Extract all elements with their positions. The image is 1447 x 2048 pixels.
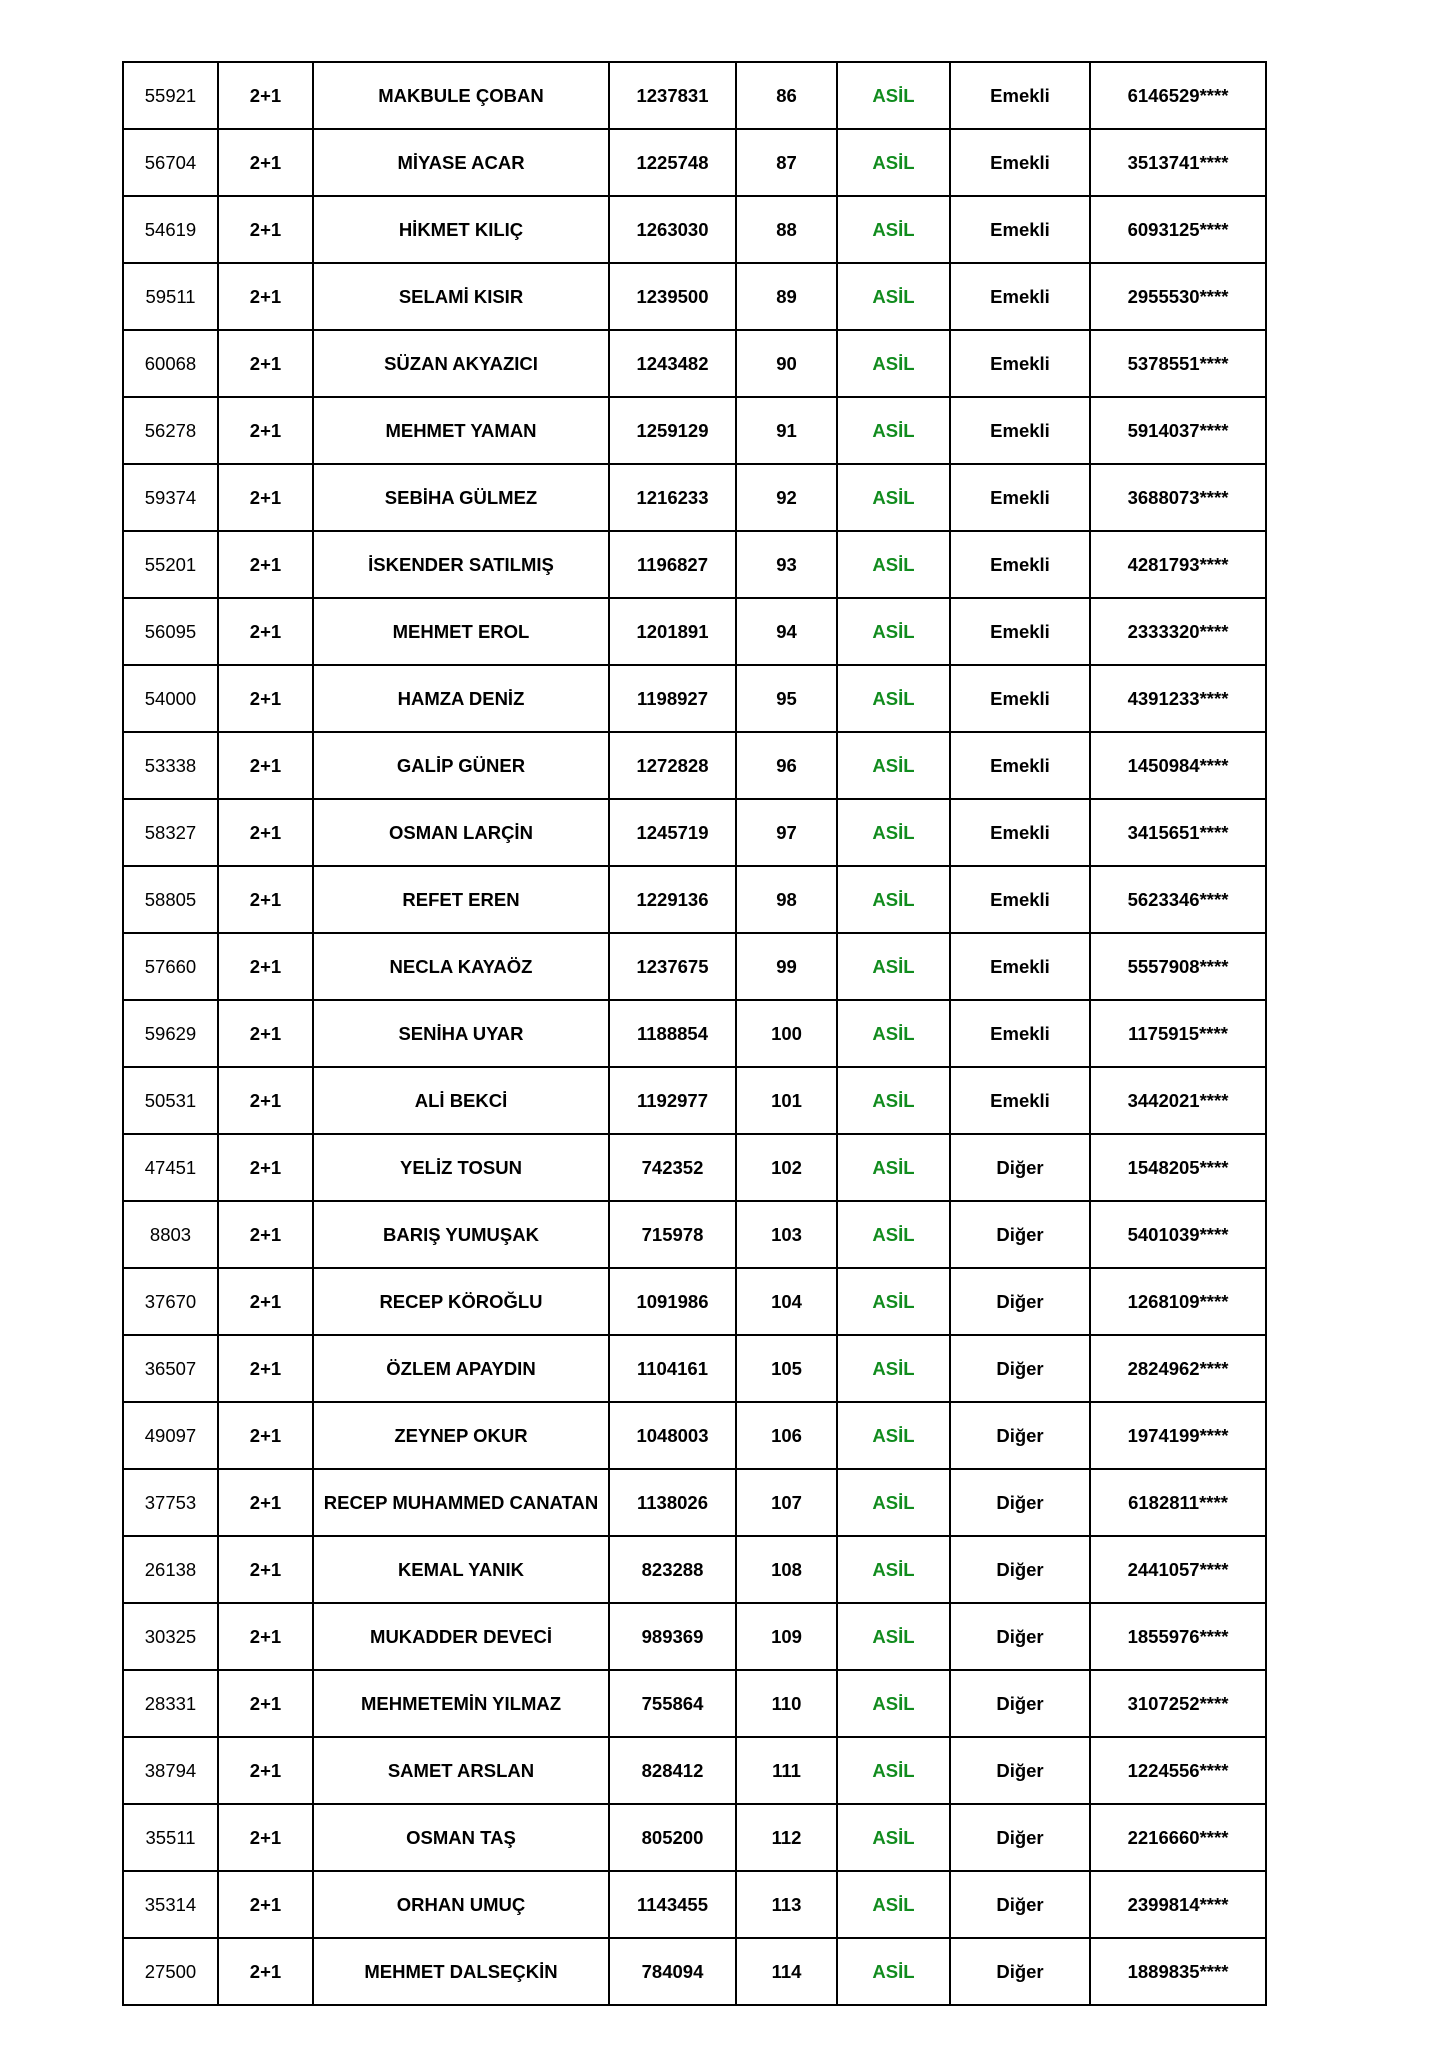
masked-id-cell: 6093125****: [1090, 196, 1266, 263]
group-cell: Emekli: [950, 196, 1090, 263]
flat-type-cell: 2+1: [218, 665, 313, 732]
table-row: [123, 866, 1266, 933]
flat-type-cell: 2+1: [218, 196, 313, 263]
rank-number-cell: 114: [736, 1938, 837, 2005]
reference-number-cell: 1138026: [609, 1469, 736, 1536]
table-row: [123, 598, 1266, 665]
rank-number-cell: 99: [736, 933, 837, 1000]
masked-id-cell: 3442021****: [1090, 1067, 1266, 1134]
group-cell: Diğer: [950, 1201, 1090, 1268]
full-name-cell: SEBİHA GÜLMEZ: [313, 464, 609, 531]
rank-number-cell: 97: [736, 799, 837, 866]
full-name-cell: OSMAN TAŞ: [313, 1804, 609, 1871]
status-cell: ASİL: [837, 732, 950, 799]
flat-type-cell: 2+1: [218, 732, 313, 799]
status-cell: ASİL: [837, 1402, 950, 1469]
rank-number-cell: 92: [736, 464, 837, 531]
table-row: [123, 1402, 1266, 1469]
flat-type-cell: 2+1: [218, 464, 313, 531]
flat-type-cell: 2+1: [218, 1268, 313, 1335]
flat-type-cell: 2+1: [218, 1737, 313, 1804]
status-cell: ASİL: [837, 1737, 950, 1804]
reference-number-cell: 784094: [609, 1938, 736, 2005]
table-row: [123, 196, 1266, 263]
masked-id-cell: 1450984****: [1090, 732, 1266, 799]
application-number-cell: 30325: [123, 1603, 218, 1670]
application-number-cell: 56095: [123, 598, 218, 665]
full-name-cell: OSMAN LARÇİN: [313, 799, 609, 866]
reference-number-cell: 715978: [609, 1201, 736, 1268]
rank-number-cell: 87: [736, 129, 837, 196]
flat-type-cell: 2+1: [218, 62, 313, 129]
masked-id-cell: 6182811****: [1090, 1469, 1266, 1536]
reference-number-cell: 1237831: [609, 62, 736, 129]
group-cell: Emekli: [950, 62, 1090, 129]
table-row: [123, 1134, 1266, 1201]
table-row: [123, 330, 1266, 397]
reference-number-cell: 1229136: [609, 866, 736, 933]
status-cell: ASİL: [837, 799, 950, 866]
full-name-cell: YELİZ TOSUN: [313, 1134, 609, 1201]
rank-number-cell: 103: [736, 1201, 837, 1268]
reference-number-cell: 1188854: [609, 1000, 736, 1067]
reference-number-cell: 1104161: [609, 1335, 736, 1402]
full-name-cell: MUKADDER DEVECİ: [313, 1603, 609, 1670]
group-cell: Diğer: [950, 1938, 1090, 2005]
full-name-cell: MEHMET EROL: [313, 598, 609, 665]
rank-number-cell: 88: [736, 196, 837, 263]
application-number-cell: 55921: [123, 62, 218, 129]
full-name-cell: İSKENDER SATILMIŞ: [313, 531, 609, 598]
group-cell: Emekli: [950, 732, 1090, 799]
flat-type-cell: 2+1: [218, 1871, 313, 1938]
flat-type-cell: 2+1: [218, 1469, 313, 1536]
reference-number-cell: 1143455: [609, 1871, 736, 1938]
table-row: [123, 1000, 1266, 1067]
flat-type-cell: 2+1: [218, 1804, 313, 1871]
status-cell: ASİL: [837, 196, 950, 263]
flat-type-cell: 2+1: [218, 1938, 313, 2005]
reference-number-cell: 989369: [609, 1603, 736, 1670]
application-number-cell: 26138: [123, 1536, 218, 1603]
table-row: [123, 1938, 1266, 2005]
table-row: [123, 397, 1266, 464]
reference-number-cell: 755864: [609, 1670, 736, 1737]
flat-type-cell: 2+1: [218, 1000, 313, 1067]
application-number-cell: 35314: [123, 1871, 218, 1938]
rank-number-cell: 104: [736, 1268, 837, 1335]
application-number-cell: 58327: [123, 799, 218, 866]
rank-number-cell: 90: [736, 330, 837, 397]
table-row: [123, 263, 1266, 330]
group-cell: Emekli: [950, 866, 1090, 933]
full-name-cell: MAKBULE ÇOBAN: [313, 62, 609, 129]
application-number-cell: 56278: [123, 397, 218, 464]
full-name-cell: ÖZLEM APAYDIN: [313, 1335, 609, 1402]
table-row: [123, 1737, 1266, 1804]
application-number-cell: 55201: [123, 531, 218, 598]
group-cell: Diğer: [950, 1469, 1090, 1536]
full-name-cell: MEHMET YAMAN: [313, 397, 609, 464]
status-cell: ASİL: [837, 1268, 950, 1335]
masked-id-cell: 6146529****: [1090, 62, 1266, 129]
full-name-cell: HİKMET KILIÇ: [313, 196, 609, 263]
application-number-cell: 35511: [123, 1804, 218, 1871]
status-cell: ASİL: [837, 1201, 950, 1268]
application-number-cell: 59511: [123, 263, 218, 330]
status-cell: ASİL: [837, 1804, 950, 1871]
full-name-cell: ZEYNEP OKUR: [313, 1402, 609, 1469]
group-cell: Emekli: [950, 397, 1090, 464]
table-row: [123, 129, 1266, 196]
group-cell: Diğer: [950, 1536, 1090, 1603]
table-row: [123, 1201, 1266, 1268]
group-cell: Emekli: [950, 799, 1090, 866]
status-cell: ASİL: [837, 1536, 950, 1603]
flat-type-cell: 2+1: [218, 129, 313, 196]
masked-id-cell: 1224556****: [1090, 1737, 1266, 1804]
full-name-cell: MEHMET DALSEÇKİN: [313, 1938, 609, 2005]
table-row: [123, 732, 1266, 799]
group-cell: Emekli: [950, 129, 1090, 196]
status-cell: ASİL: [837, 62, 950, 129]
masked-id-cell: 2399814****: [1090, 1871, 1266, 1938]
masked-id-cell: 3688073****: [1090, 464, 1266, 531]
application-number-cell: 54000: [123, 665, 218, 732]
reference-number-cell: 828412: [609, 1737, 736, 1804]
full-name-cell: HAMZA DENİZ: [313, 665, 609, 732]
reference-number-cell: 742352: [609, 1134, 736, 1201]
full-name-cell: SAMET ARSLAN: [313, 1737, 609, 1804]
rank-number-cell: 98: [736, 866, 837, 933]
full-name-cell: ALİ BEKCİ: [313, 1067, 609, 1134]
status-cell: ASİL: [837, 598, 950, 665]
table-row: [123, 1804, 1266, 1871]
group-cell: Diğer: [950, 1402, 1090, 1469]
status-cell: ASİL: [837, 263, 950, 330]
table-row: [123, 1670, 1266, 1737]
rank-number-cell: 106: [736, 1402, 837, 1469]
table-row: [123, 62, 1266, 129]
flat-type-cell: 2+1: [218, 1603, 313, 1670]
application-number-cell: 59629: [123, 1000, 218, 1067]
status-cell: ASİL: [837, 866, 950, 933]
application-number-cell: 36507: [123, 1335, 218, 1402]
reference-number-cell: 1192977: [609, 1067, 736, 1134]
application-number-cell: 54619: [123, 196, 218, 263]
group-cell: Diğer: [950, 1670, 1090, 1737]
table-row: [123, 1067, 1266, 1134]
reference-number-cell: 1225748: [609, 129, 736, 196]
application-number-cell: 27500: [123, 1938, 218, 2005]
group-cell: Emekli: [950, 531, 1090, 598]
table-row: [123, 1469, 1266, 1536]
full-name-cell: BARIŞ YUMUŞAK: [313, 1201, 609, 1268]
flat-type-cell: 2+1: [218, 1201, 313, 1268]
masked-id-cell: 3513741****: [1090, 129, 1266, 196]
status-cell: ASİL: [837, 464, 950, 531]
masked-id-cell: 5914037****: [1090, 397, 1266, 464]
rank-number-cell: 105: [736, 1335, 837, 1402]
rank-number-cell: 108: [736, 1536, 837, 1603]
masked-id-cell: 2955530****: [1090, 263, 1266, 330]
masked-id-cell: 5557908****: [1090, 933, 1266, 1000]
full-name-cell: GALİP GÜNER: [313, 732, 609, 799]
group-cell: Emekli: [950, 464, 1090, 531]
group-cell: Emekli: [950, 263, 1090, 330]
reference-number-cell: 805200: [609, 1804, 736, 1871]
full-name-cell: SENİHA UYAR: [313, 1000, 609, 1067]
application-number-cell: 60068: [123, 330, 218, 397]
group-cell: Emekli: [950, 598, 1090, 665]
status-cell: ASİL: [837, 1000, 950, 1067]
flat-type-cell: 2+1: [218, 1536, 313, 1603]
full-name-cell: SÜZAN AKYAZICI: [313, 330, 609, 397]
rank-number-cell: 102: [736, 1134, 837, 1201]
full-name-cell: RECEP KÖROĞLU: [313, 1268, 609, 1335]
group-cell: Emekli: [950, 665, 1090, 732]
full-name-cell: MEHMETEMİN YILMAZ: [313, 1670, 609, 1737]
status-cell: ASİL: [837, 933, 950, 1000]
masked-id-cell: 5401039****: [1090, 1201, 1266, 1268]
full-name-cell: KEMAL YANIK: [313, 1536, 609, 1603]
status-cell: ASİL: [837, 1469, 950, 1536]
application-number-cell: 56704: [123, 129, 218, 196]
status-cell: ASİL: [837, 1670, 950, 1737]
reference-number-cell: 1237675: [609, 933, 736, 1000]
application-number-cell: 37753: [123, 1469, 218, 1536]
rank-number-cell: 111: [736, 1737, 837, 1804]
results-table: [122, 61, 1267, 2006]
application-number-cell: 8803: [123, 1201, 218, 1268]
masked-id-cell: 4281793****: [1090, 531, 1266, 598]
status-cell: ASİL: [837, 397, 950, 464]
table-row: [123, 531, 1266, 598]
table-row: [123, 665, 1266, 732]
table-row: [123, 1603, 1266, 1670]
group-cell: Diğer: [950, 1737, 1090, 1804]
flat-type-cell: 2+1: [218, 933, 313, 1000]
full-name-cell: REFET EREN: [313, 866, 609, 933]
masked-id-cell: 1974199****: [1090, 1402, 1266, 1469]
group-cell: Diğer: [950, 1134, 1090, 1201]
flat-type-cell: 2+1: [218, 1335, 313, 1402]
rank-number-cell: 93: [736, 531, 837, 598]
reference-number-cell: 1239500: [609, 263, 736, 330]
rank-number-cell: 110: [736, 1670, 837, 1737]
reference-number-cell: 1272828: [609, 732, 736, 799]
group-cell: Diğer: [950, 1804, 1090, 1871]
status-cell: ASİL: [837, 1134, 950, 1201]
flat-type-cell: 2+1: [218, 1067, 313, 1134]
status-cell: ASİL: [837, 1335, 950, 1402]
status-cell: ASİL: [837, 531, 950, 598]
masked-id-cell: 2824962****: [1090, 1335, 1266, 1402]
rank-number-cell: 96: [736, 732, 837, 799]
rank-number-cell: 113: [736, 1871, 837, 1938]
reference-number-cell: 1091986: [609, 1268, 736, 1335]
reference-number-cell: 1198927: [609, 665, 736, 732]
status-cell: ASİL: [837, 1871, 950, 1938]
masked-id-cell: 4391233****: [1090, 665, 1266, 732]
group-cell: Diğer: [950, 1335, 1090, 1402]
flat-type-cell: 2+1: [218, 1402, 313, 1469]
full-name-cell: MİYASE ACAR: [313, 129, 609, 196]
application-number-cell: 58805: [123, 866, 218, 933]
masked-id-cell: 1855976****: [1090, 1603, 1266, 1670]
rank-number-cell: 100: [736, 1000, 837, 1067]
masked-id-cell: 1175915****: [1090, 1000, 1266, 1067]
rank-number-cell: 95: [736, 665, 837, 732]
table-row: [123, 799, 1266, 866]
table-row: [123, 1536, 1266, 1603]
rank-number-cell: 89: [736, 263, 837, 330]
application-number-cell: 37670: [123, 1268, 218, 1335]
masked-id-cell: 1889835****: [1090, 1938, 1266, 2005]
status-cell: ASİL: [837, 665, 950, 732]
application-number-cell: 38794: [123, 1737, 218, 1804]
reference-number-cell: 1216233: [609, 464, 736, 531]
group-cell: Emekli: [950, 933, 1090, 1000]
rank-number-cell: 86: [736, 62, 837, 129]
table-row: [123, 1268, 1266, 1335]
application-number-cell: 49097: [123, 1402, 218, 1469]
group-cell: Emekli: [950, 1000, 1090, 1067]
masked-id-cell: 2441057****: [1090, 1536, 1266, 1603]
masked-id-cell: 1548205****: [1090, 1134, 1266, 1201]
status-cell: ASİL: [837, 1938, 950, 2005]
table-row: [123, 1335, 1266, 1402]
group-cell: Diğer: [950, 1268, 1090, 1335]
application-number-cell: 47451: [123, 1134, 218, 1201]
full-name-cell: ORHAN UMUÇ: [313, 1871, 609, 1938]
application-number-cell: 28331: [123, 1670, 218, 1737]
application-number-cell: 50531: [123, 1067, 218, 1134]
status-cell: ASİL: [837, 330, 950, 397]
group-cell: Diğer: [950, 1603, 1090, 1670]
rank-number-cell: 94: [736, 598, 837, 665]
table-row: [123, 1871, 1266, 1938]
status-cell: ASİL: [837, 1067, 950, 1134]
table-body: [123, 62, 1266, 2005]
masked-id-cell: 3415651****: [1090, 799, 1266, 866]
rank-number-cell: 112: [736, 1804, 837, 1871]
masked-id-cell: 5378551****: [1090, 330, 1266, 397]
table-row: [123, 464, 1266, 531]
full-name-cell: RECEP MUHAMMED CANATAN: [313, 1469, 609, 1536]
reference-number-cell: 1259129: [609, 397, 736, 464]
group-cell: Diğer: [950, 1871, 1090, 1938]
table-row: [123, 933, 1266, 1000]
flat-type-cell: 2+1: [218, 1134, 313, 1201]
flat-type-cell: 2+1: [218, 263, 313, 330]
status-cell: ASİL: [837, 1603, 950, 1670]
flat-type-cell: 2+1: [218, 799, 313, 866]
masked-id-cell: 3107252****: [1090, 1670, 1266, 1737]
rank-number-cell: 109: [736, 1603, 837, 1670]
flat-type-cell: 2+1: [218, 330, 313, 397]
application-number-cell: 53338: [123, 732, 218, 799]
rank-number-cell: 107: [736, 1469, 837, 1536]
reference-number-cell: 1196827: [609, 531, 736, 598]
flat-type-cell: 2+1: [218, 598, 313, 665]
reference-number-cell: 823288: [609, 1536, 736, 1603]
reference-number-cell: 1243482: [609, 330, 736, 397]
flat-type-cell: 2+1: [218, 866, 313, 933]
flat-type-cell: 2+1: [218, 1670, 313, 1737]
masked-id-cell: 2216660****: [1090, 1804, 1266, 1871]
masked-id-cell: 2333320****: [1090, 598, 1266, 665]
rank-number-cell: 91: [736, 397, 837, 464]
full-name-cell: SELAMİ KISIR: [313, 263, 609, 330]
reference-number-cell: 1048003: [609, 1402, 736, 1469]
reference-number-cell: 1201891: [609, 598, 736, 665]
reference-number-cell: 1245719: [609, 799, 736, 866]
reference-number-cell: 1263030: [609, 196, 736, 263]
flat-type-cell: 2+1: [218, 397, 313, 464]
application-number-cell: 57660: [123, 933, 218, 1000]
full-name-cell: NECLA KAYAÖZ: [313, 933, 609, 1000]
application-number-cell: 59374: [123, 464, 218, 531]
group-cell: Emekli: [950, 1067, 1090, 1134]
masked-id-cell: 1268109****: [1090, 1268, 1266, 1335]
rank-number-cell: 101: [736, 1067, 837, 1134]
flat-type-cell: 2+1: [218, 531, 313, 598]
masked-id-cell: 5623346****: [1090, 866, 1266, 933]
group-cell: Emekli: [950, 330, 1090, 397]
status-cell: ASİL: [837, 129, 950, 196]
